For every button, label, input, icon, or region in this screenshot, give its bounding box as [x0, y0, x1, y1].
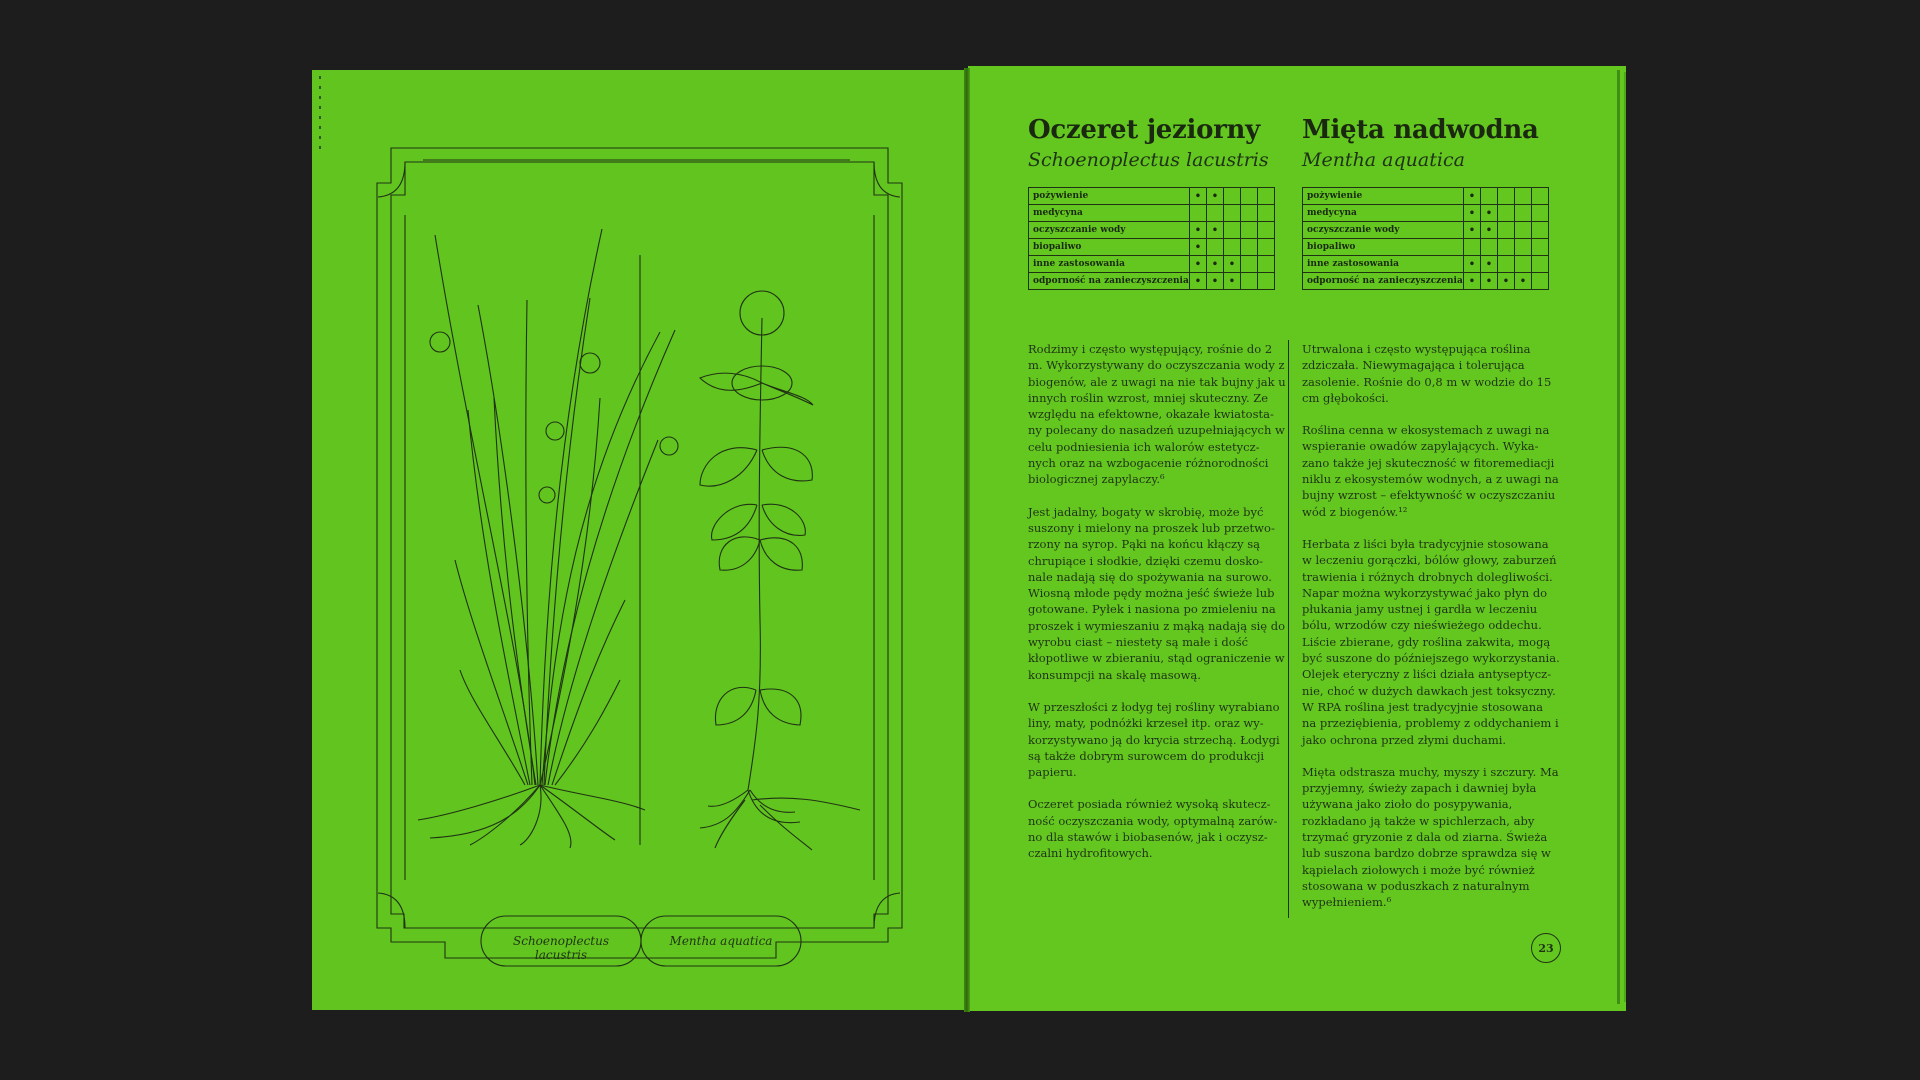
use-mark-cell: •: [1515, 273, 1532, 290]
use-mark-cell: •: [1207, 188, 1224, 205]
uses-row: [1303, 256, 1549, 273]
caption-schoenoplectus: Schoenoplectus lacustris: [513, 934, 609, 962]
use-mark-cell: [1481, 239, 1498, 256]
use-mark-cell: •: [1464, 273, 1481, 290]
use-mark-cell: [1515, 256, 1532, 273]
use-mark-cell: [1532, 188, 1549, 205]
use-label: oczyszczanie wody: [1029, 222, 1190, 239]
use-label: odporność na zanieczyszczenia: [1029, 273, 1190, 290]
column-divider: [1288, 340, 1289, 918]
uses-row: [1029, 256, 1275, 273]
use-mark-cell: •: [1481, 205, 1498, 222]
use-mark-cell: [1532, 273, 1549, 290]
use-mark-cell: •: [1190, 239, 1207, 256]
paragraph: Herbata z liści była tradycyjnie stosowana w leczeniu gorączki, bólów głowy, zaburzeń trawienia i różnych drobnych dolegliwości. Napar można wykorzystywać jako płyn do płukania jamy ustnej i gardła w leczeniu bólu, wrzodów czy nieświeżego oddechu. Liście zbierane, gdy roślina zakwita, mogą być suszone do późniejszego wykorzystania. Olejek eteryczny z liści działa antyseptycz- nie, choć w dużych dawkach jest toksyczny. W RPA roślina jest tradycyjnie stosowana na przeziębienia, problemy z oddychaniem i jako ochrona przed złymi duchami.: [1302, 536, 1560, 747]
use-mark-cell: [1207, 205, 1224, 222]
use-mark-cell: •: [1481, 273, 1498, 290]
use-label: inne zastosowania: [1303, 256, 1464, 273]
use-label: pożywienie: [1303, 188, 1464, 205]
use-mark-cell: [1190, 205, 1207, 222]
use-mark-cell: •: [1498, 273, 1515, 290]
plant-column-mieta: [1302, 115, 1560, 290]
use-mark-cell: [1241, 256, 1258, 273]
use-label: biopaliwo: [1029, 239, 1190, 256]
use-mark-cell: •: [1464, 205, 1481, 222]
plant-latin-name: Mentha aquatica: [1302, 149, 1465, 171]
paragraph: Rodzimy i często występujący, rośnie do 2 m. Wykorzystywany do oczyszczania wody z biogenów, ale z uwagi na nie tak bujny jak u innych roślin wzrost, mniej skuteczny. Ze względu na efektowne, okazałe kwiatosta- ny polecany do nasadzeń uzupełniających w celu podniesienia ich walorów estetycz- nych oraz na wzbogacenie różnorodności biologicznej zapylaczy.⁶: [1028, 342, 1286, 487]
use-mark-cell: [1498, 256, 1515, 273]
uses-table: [1302, 187, 1549, 290]
use-mark-cell: •: [1464, 188, 1481, 205]
use-mark-cell: [1515, 222, 1532, 239]
use-mark-cell: •: [1207, 256, 1224, 273]
use-mark-cell: [1532, 239, 1549, 256]
use-label: pożywienie: [1029, 188, 1190, 205]
paragraph: Mięta odstrasza muchy, myszy i szczury. Ma przyjemny, świeży zapach i dawniej była używana jako zioło do posypywania, rozkładano ją także w spichlerzach, aby trzymać gryzonie z dala od ziarna. Świeża lub suszona bardzo dobrze sprawdza się w kąpielach ziołowych i może być również stosowana w poduszkach z naturalnym wypełnieniem.⁶: [1302, 764, 1559, 910]
use-mark-cell: [1258, 256, 1275, 273]
paragraph: Roślina cenna w ekosystemach z uwagi na wspieranie owadów zapylających. Wyka- zano także jej skuteczność w fitoremediacji niklu z ekosystemów wodnych, a z uwagi na bujny wzrost – efektywność w oczyszczaniu wód z biogenów.¹²: [1302, 423, 1559, 519]
use-mark-cell: [1241, 239, 1258, 256]
use-mark-cell: [1258, 273, 1275, 290]
use-mark-cell: •: [1481, 222, 1498, 239]
use-mark-cell: [1464, 239, 1481, 256]
use-mark-cell: [1532, 222, 1549, 239]
use-mark-cell: •: [1207, 273, 1224, 290]
plant-latin-name: Schoenoplectus lacustris: [1028, 149, 1269, 171]
use-mark-cell: [1532, 256, 1549, 273]
use-mark-cell: [1498, 222, 1515, 239]
use-mark-cell: •: [1224, 256, 1241, 273]
use-mark-cell: [1241, 273, 1258, 290]
plant-description-oczeret: [1028, 341, 1286, 878]
use-mark-cell: [1258, 222, 1275, 239]
use-mark-cell: •: [1207, 222, 1224, 239]
uses-row: [1029, 205, 1275, 222]
plant-column-oczeret: [1028, 115, 1286, 290]
use-mark-cell: •: [1190, 256, 1207, 273]
use-label: odporność na zanieczyszczenia: [1303, 273, 1464, 290]
use-label: biopaliwo: [1303, 239, 1464, 256]
uses-table: [1028, 187, 1275, 290]
use-mark-cell: [1532, 205, 1549, 222]
uses-row: [1303, 273, 1549, 290]
caption-mentha: Mentha aquatica: [669, 934, 773, 948]
use-mark-cell: [1258, 188, 1275, 205]
plant-description-mieta: [1302, 341, 1560, 927]
use-mark-cell: •: [1481, 256, 1498, 273]
use-mark-cell: [1241, 188, 1258, 205]
use-mark-cell: [1515, 188, 1532, 205]
page-number: 23: [1531, 933, 1561, 963]
use-label: medycyna: [1303, 205, 1464, 222]
uses-row: [1029, 188, 1275, 205]
use-mark-cell: [1224, 188, 1241, 205]
rush-plant-drawing: [418, 229, 678, 848]
paragraph: Oczeret posiada również wysoką skutecz- ność oczyszczania wody, optymalną zarów- no dla stawów i biobasenów, jak i oczysz- czalni hydrofitowych.: [1028, 797, 1278, 861]
use-mark-cell: •: [1190, 222, 1207, 239]
uses-row: [1029, 222, 1275, 239]
use-mark-cell: •: [1190, 273, 1207, 290]
plant-title: Mięta nadwodna: [1302, 115, 1539, 145]
use-mark-cell: [1224, 205, 1241, 222]
uses-row: [1303, 205, 1549, 222]
paragraph: Utrwalona i często występująca roślina zdziczała. Niewymagająca i tolerująca zasolenie. Rośnie do 0,8 m w wodzie do 15 cm głębokości.: [1302, 342, 1552, 405]
use-mark-cell: [1207, 239, 1224, 256]
use-mark-cell: [1515, 205, 1532, 222]
use-mark-cell: [1498, 188, 1515, 205]
use-mark-cell: [1515, 239, 1532, 256]
paragraph: W przeszłości z łodyg tej rośliny wyrabiano liny, maty, podnóżki krzeseł itp. oraz wy- korzystywano ją do krycia strzechą. Łodygi są także dobrym surowcem do produkcji papieru.: [1028, 699, 1280, 780]
use-mark-cell: •: [1224, 273, 1241, 290]
use-label: medycyna: [1029, 205, 1190, 222]
use-mark-cell: [1224, 222, 1241, 239]
uses-row: [1303, 239, 1549, 256]
use-mark-cell: [1224, 239, 1241, 256]
use-mark-cell: [1258, 205, 1275, 222]
uses-row: [1029, 239, 1275, 256]
use-mark-cell: [1258, 239, 1275, 256]
use-mark-cell: •: [1464, 256, 1481, 273]
use-mark-cell: [1498, 239, 1515, 256]
use-label: inne zastosowania: [1029, 256, 1190, 273]
use-mark-cell: •: [1190, 188, 1207, 205]
mint-plant-drawing: [700, 291, 860, 850]
use-mark-cell: [1241, 222, 1258, 239]
use-mark-cell: [1481, 188, 1498, 205]
use-label: oczyszczanie wody: [1303, 222, 1464, 239]
uses-row: [1029, 273, 1275, 290]
plant-title: Oczeret jeziorny: [1028, 115, 1260, 145]
paragraph: Jest jadalny, bogaty w skrobię, może być suszony i mielony na proszek lub przetwo- rzony na syrop. Pąki na końcu kłączy są chrupiące i słodkie, dzięki czemu dosko- nale nadają się do spożywania na surowo. Wiosną młode pędy można jeść świeże lub gotowane. Pyłek i nasiona po zmieleniu na proszek i wymieszaniu z mąką nadają się do wyrobu ciast – niestety są małe i dość kłopotliwe w zbieraniu, stąd ograniczenie w konsumpcji na skalę masową.: [1028, 504, 1286, 682]
use-mark-cell: [1498, 205, 1515, 222]
uses-row: [1303, 188, 1549, 205]
illustration-frame: [377, 148, 902, 958]
use-mark-cell: •: [1464, 222, 1481, 239]
uses-row: [1303, 222, 1549, 239]
use-mark-cell: [1241, 205, 1258, 222]
